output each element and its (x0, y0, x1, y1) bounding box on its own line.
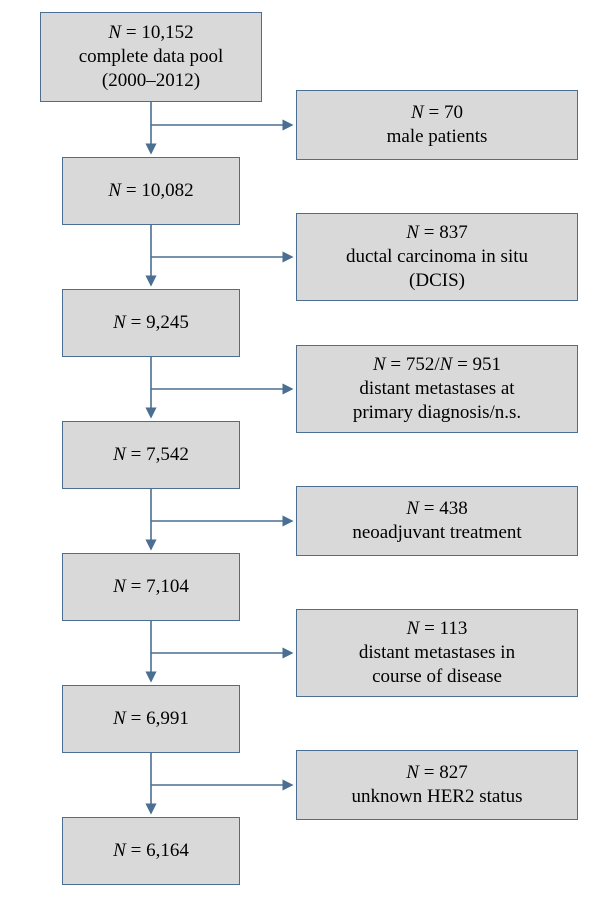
node-line: N = 6,164 (113, 839, 189, 861)
node-line: N = 6,991 (113, 707, 189, 729)
node-line: course of disease (372, 666, 502, 688)
flow-node-cohort-4 (62, 553, 240, 621)
node-line: N = 827 (406, 761, 468, 783)
node-line: complete data pool (78, 45, 224, 67)
flow-node-cohort-6 (62, 817, 240, 885)
flow-node-exclusion-6 (296, 750, 578, 820)
node-line: N = 7,104 (113, 575, 189, 597)
flow-node-exclusion-1 (296, 90, 578, 160)
node-line: (DCIS) (409, 270, 465, 292)
node-line: neoadjuvant treatment (352, 522, 522, 543)
node-line: ductal carcinoma in situ (345, 245, 529, 267)
flow-node-cohort-0 (40, 12, 262, 102)
flow-node-cohort-2 (62, 289, 240, 357)
node-line: male patients (386, 126, 488, 147)
node-line: distant metastases at (359, 377, 515, 399)
flow-node-cohort-5 (62, 685, 240, 753)
flow-node-exclusion-2 (296, 213, 578, 301)
node-line: N = 7,542 (113, 443, 189, 465)
node-line: N = 113 (406, 617, 468, 639)
node-line: N = 438 (406, 497, 468, 519)
node-line: N = 10,082 (108, 179, 194, 201)
node-line: unknown HER2 status (351, 786, 523, 807)
flow-node-cohort-3 (62, 421, 240, 489)
node-line: N = 752/N = 951 (372, 353, 502, 375)
flow-node-cohort-1 (62, 157, 240, 225)
node-line: N = 10,152 (108, 21, 194, 43)
flow-node-exclusion-4 (296, 486, 578, 556)
node-line: primary diagnosis/n.s. (352, 402, 522, 424)
flow-node-exclusion-3 (296, 345, 578, 433)
node-line: N = 837 (406, 221, 468, 243)
flow-node-exclusion-5 (296, 609, 578, 697)
node-line: distant metastases in (358, 641, 516, 663)
node-line: N = 9,245 (113, 311, 189, 333)
node-line: N = 70 (411, 101, 463, 123)
node-line: (2000–2012) (101, 70, 201, 92)
